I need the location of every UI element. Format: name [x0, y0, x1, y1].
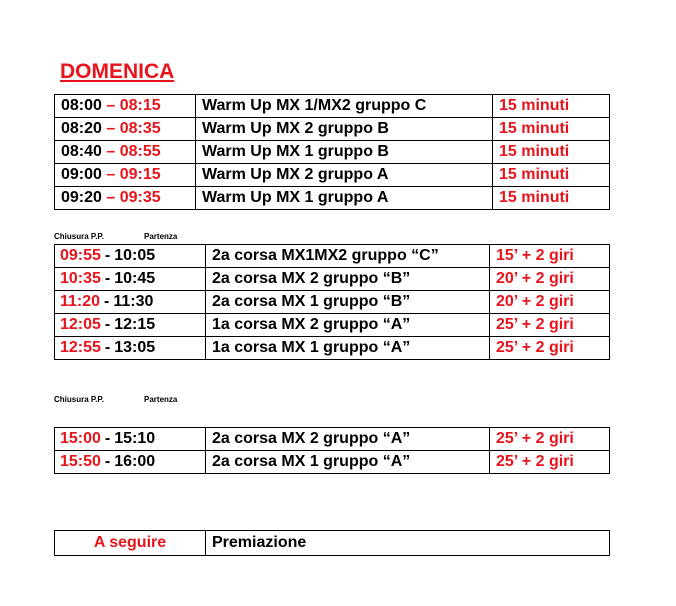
table-row: [55, 268, 610, 291]
race-name: 2a corsa MX 2 gruppo “B”: [206, 268, 490, 291]
table-row: [55, 451, 610, 474]
table-row: [55, 531, 610, 556]
end-time: 09:35: [119, 189, 161, 206]
time-separator: -: [104, 453, 111, 470]
session-name: Warm Up MX 1/MX2 gruppo C: [196, 95, 493, 118]
time-separator: -: [104, 339, 111, 356]
time-cell: [55, 245, 206, 268]
race-name: 2a corsa MX 1 gruppo “A”: [206, 451, 490, 474]
end-time: 08:35: [119, 120, 161, 137]
time-separator: –: [106, 189, 116, 206]
races-table-afternoon: [54, 427, 610, 474]
table-row: [55, 164, 610, 187]
time-separator: –: [106, 97, 116, 114]
start-time: 09:00: [61, 166, 102, 183]
closure-header: Chiusura P.P.: [54, 232, 104, 241]
start-time: 12:15: [114, 316, 156, 333]
start-time: 09:20: [61, 189, 102, 206]
race-name: 1a corsa MX 2 gruppo “A”: [206, 314, 490, 337]
session-name: Warm Up MX 1 gruppo B: [196, 141, 493, 164]
time-cell: [55, 337, 206, 360]
start-time: 13:05: [114, 339, 156, 356]
race-name: 2a corsa MX1MX2 gruppo “C”: [206, 245, 490, 268]
table-row: [55, 337, 610, 360]
time-separator: –: [106, 166, 116, 183]
start-time: 11:30: [113, 293, 154, 310]
warmup-table: [54, 94, 610, 210]
closure-time: 10:35: [60, 270, 101, 287]
duration: 15 minuti: [493, 187, 610, 210]
table-row: [55, 428, 610, 451]
closure-header: Chiusura P.P.: [54, 395, 104, 404]
start-time: 08:20: [61, 120, 102, 137]
award-ceremony: Premiazione: [206, 531, 610, 556]
race-duration: 20’ + 2 giri: [490, 291, 610, 314]
start-header: Partenza: [144, 232, 178, 241]
time-cell: [55, 428, 206, 451]
start-time: 16:00: [114, 453, 156, 470]
closure-time: 15:00: [60, 430, 101, 447]
duration: 15 minuti: [493, 118, 610, 141]
time-separator: -: [104, 316, 111, 333]
closure-time: 15:50: [60, 453, 101, 470]
time-separator: –: [106, 143, 116, 160]
page-title: DOMENICA: [60, 60, 175, 83]
table-row: [55, 314, 610, 337]
time-cell: [55, 314, 206, 337]
time-cell: [55, 451, 206, 474]
race-name: 1a corsa MX 1 gruppo “A”: [206, 337, 490, 360]
table-row: [55, 187, 610, 210]
closure-time: 12:55: [60, 339, 101, 356]
time-cell: [55, 141, 196, 164]
race-duration: 25’ + 2 giri: [490, 314, 610, 337]
start-time: 10:45: [114, 270, 156, 287]
start-time: 08:40: [61, 143, 102, 160]
final-table: [54, 530, 610, 556]
session-name: Warm Up MX 1 gruppo A: [196, 187, 493, 210]
table-row: [55, 118, 610, 141]
race-duration: 25’ + 2 giri: [490, 428, 610, 451]
time-separator: -: [104, 270, 111, 287]
time-cell: [55, 164, 196, 187]
start-time: 10:05: [114, 247, 156, 264]
time-separator: -: [104, 247, 111, 264]
start-time: 08:00: [61, 97, 102, 114]
time-separator: –: [106, 120, 116, 137]
time-cell: [55, 118, 196, 141]
closure-time: 09:55: [60, 247, 101, 264]
time-separator: -: [104, 293, 110, 310]
time-cell: [55, 268, 206, 291]
race-duration: 15’ + 2 giri: [490, 245, 610, 268]
table-row: [55, 245, 610, 268]
race-name: 2a corsa MX 2 gruppo “A”: [206, 428, 490, 451]
time-cell: [55, 291, 206, 314]
table-row: [55, 291, 610, 314]
time-cell: [55, 187, 196, 210]
end-time: 08:15: [119, 97, 161, 114]
duration: 15 minuti: [493, 164, 610, 187]
closure-time: 11:20: [60, 293, 101, 310]
duration: 15 minuti: [493, 95, 610, 118]
race-name: 2a corsa MX 1 gruppo “B”: [206, 291, 490, 314]
duration: 15 minuti: [493, 141, 610, 164]
end-time: 08:55: [119, 143, 161, 160]
session-name: Warm Up MX 2 gruppo B: [196, 118, 493, 141]
race-duration: 25’ + 2 giri: [490, 337, 610, 360]
table-row: [55, 95, 610, 118]
follow-label: A seguire: [55, 531, 206, 556]
race-duration: 20’ + 2 giri: [490, 268, 610, 291]
races-table-morning: [54, 244, 610, 360]
start-header: Partenza: [144, 395, 178, 404]
race-duration: 25’ + 2 giri: [490, 451, 610, 474]
table-row: [55, 141, 610, 164]
time-cell: [55, 95, 196, 118]
start-time: 15:10: [114, 430, 156, 447]
session-name: Warm Up MX 2 gruppo A: [196, 164, 493, 187]
end-time: 09:15: [119, 166, 161, 183]
closure-time: 12:05: [60, 316, 101, 333]
time-separator: -: [104, 430, 111, 447]
